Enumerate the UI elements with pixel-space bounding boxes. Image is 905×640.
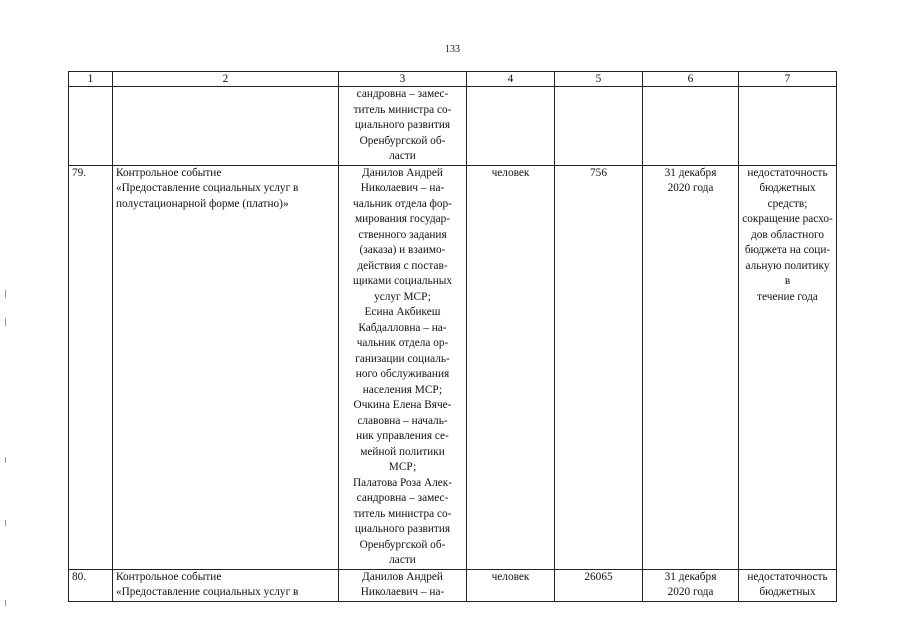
row-number: 80. [69,569,113,601]
scan-mark [5,457,6,463]
event-name [113,87,339,166]
unit [467,87,555,166]
scan-mark [5,600,6,606]
table-row-continuation [69,87,837,166]
unit: человек [467,569,555,601]
column-header-6: 6 [643,72,739,87]
unit: человек [467,165,555,569]
deadline: 31 декабря 2020 года [643,165,739,569]
value: 756 [555,165,643,569]
value: 26065 [555,569,643,601]
column-header-1: 1 [69,72,113,87]
table-header-row [69,72,837,87]
responsible-persons: Данилов Андрей Николаевич – на- [339,569,467,601]
column-header-4: 4 [467,72,555,87]
scan-mark [5,290,6,298]
responsible-persons: Данилов Андрей Николаевич – на- чальник отдела фор- мирования государ- ственного задания (заказа) и взаимо- действия с постав- щиками социальных услуг МСР; Есина Акбикеш Кабдалловна – на- чальник отдела ор- ганизации социаль- ного обслуживания населения МСР; Очкина Елена Вяче- славовна – началь- ник управления се- мейной политики МСР; Палатова Роза Алек- сандровна – замес- титель министра со- циального развития Оренбургской об- ласти [339,165,467,569]
table-row-80 [69,569,837,601]
scan-mark [5,520,6,526]
responsible-persons: сандровна – замес- титель министра со- циального развития Оренбургской об- ласти [339,87,467,166]
risk-reasons: недостаточность бюджетных [739,569,837,601]
event-name: Контрольное событие «Предоставление социальных услуг в [113,569,339,601]
value [555,87,643,166]
column-header-5: 5 [555,72,643,87]
deadline [643,87,739,166]
column-header-3: 3 [339,72,467,87]
row-number: 79. [69,165,113,569]
deadline: 31 декабря 2020 года [643,569,739,601]
risk-reasons: недостаточность бюджетных средств; сокращение расхо- дов областного бюджета на соци- альную политику в течение года [739,165,837,569]
column-header-2: 2 [113,72,339,87]
scan-mark [5,318,6,326]
event-name: Контрольное событие «Предоставление социальных услуг в полустационарной форме (платно)» [113,165,339,569]
table-row-79 [69,165,837,569]
row-number [69,87,113,166]
page-number: 133 [445,44,460,55]
document-table [68,71,837,602]
risk-reasons [739,87,837,166]
column-header-7: 7 [739,72,837,87]
